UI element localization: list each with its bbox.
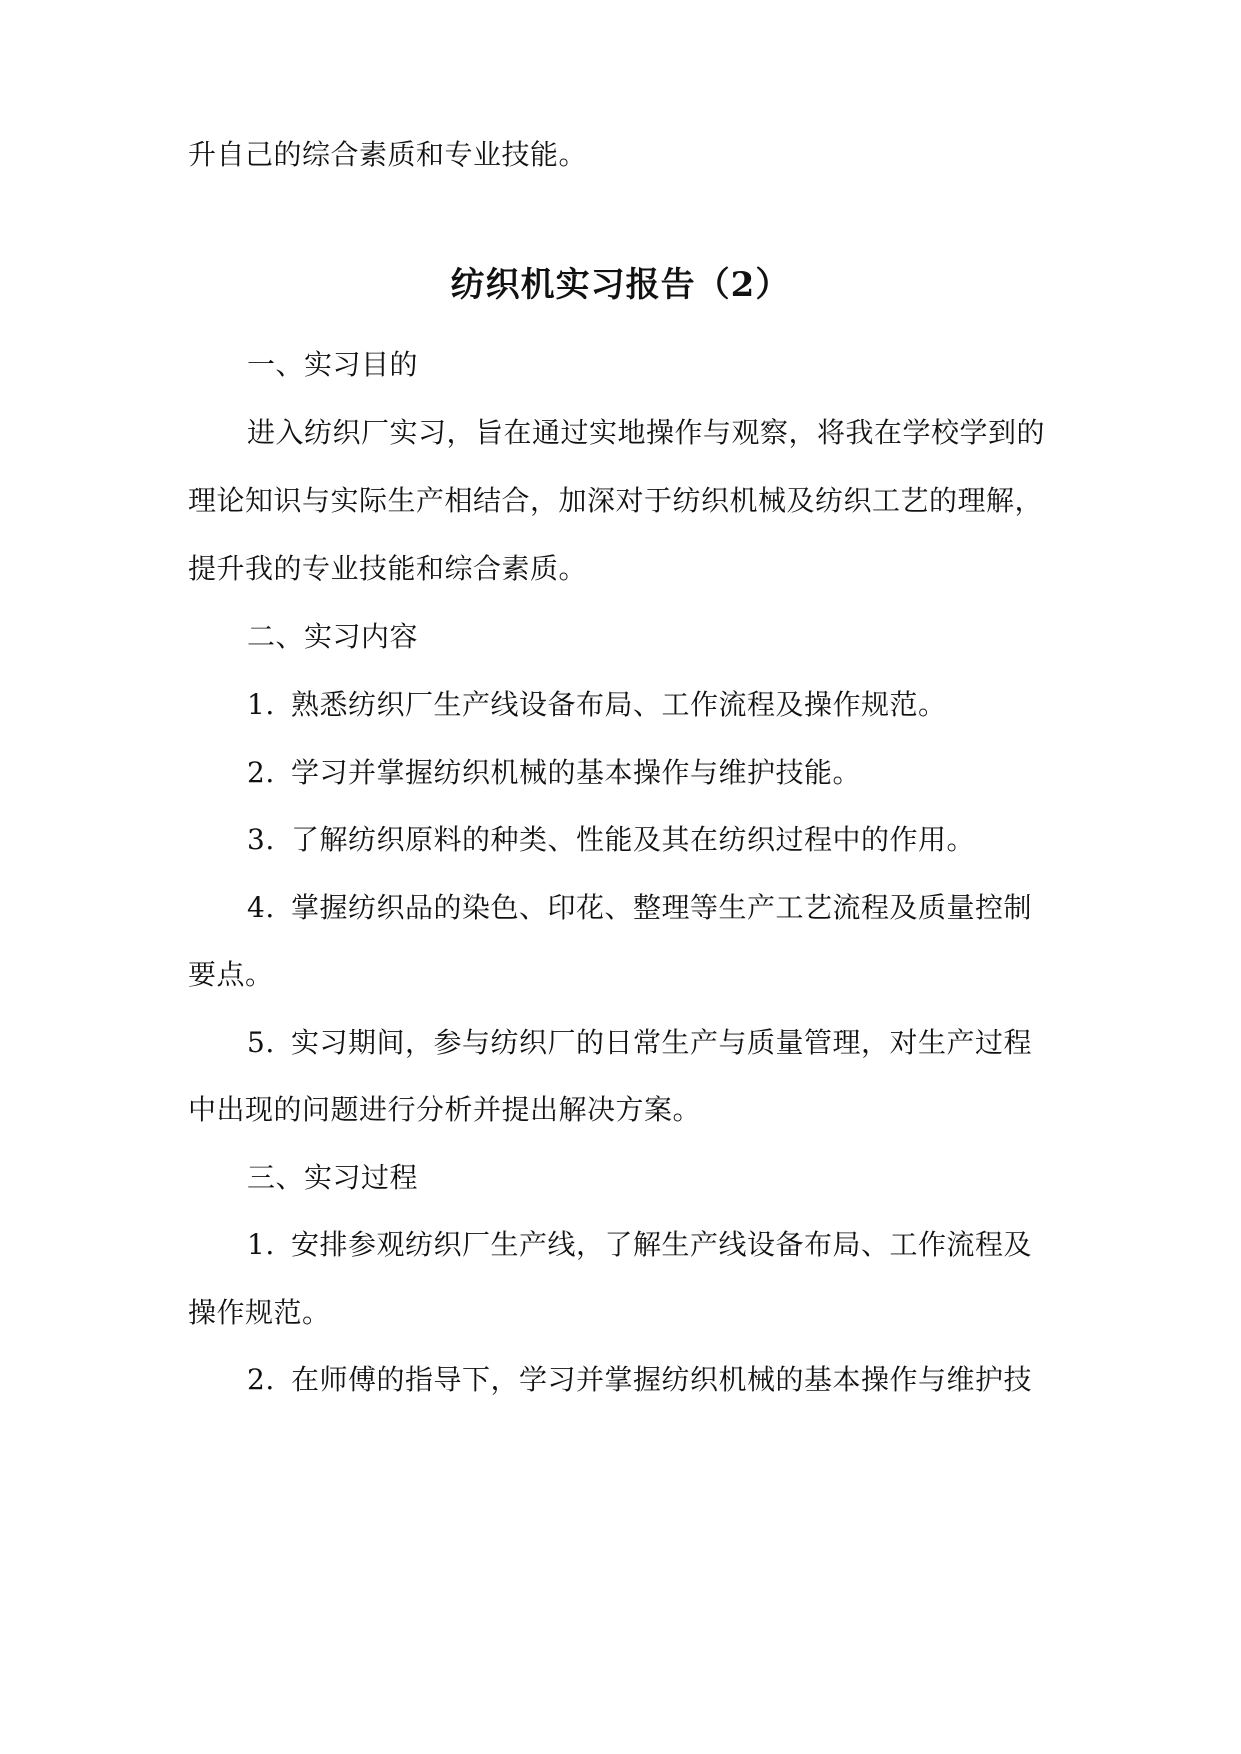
carryover-text-line: 升自己的综合素质和专业技能。 [188,138,588,171]
list-item-text: 在师傅的指导下，学习并掌握纺织机械的基本操作与维护技 [291,1363,1033,1396]
process-list-item [247,1225,1058,1265]
section-heading-process: 三、实习过程 [247,1161,419,1194]
list-item-number: 4. [247,891,275,924]
purpose-paragraph-line: 提升我的专业技能和综合素质。 [188,552,588,585]
list-item-text: 了解纺织原料的种类、性能及其在纺织过程中的作用。 [291,823,976,856]
list-item-continuation: 要点。 [188,958,274,991]
list-item-continuation: 中出现的问题进行分析并提出解决方案。 [188,1093,702,1126]
content-list-item [247,820,1058,860]
content-list-item [247,753,1058,793]
list-item-text: 学习并掌握纺织机械的基本操作与维护技能。 [291,756,862,789]
section-heading-content: 二、实习内容 [247,620,419,653]
purpose-paragraph-line: 理论知识与实际生产相结合，加深对于纺织机械及纺织工艺的理解， [188,484,1044,517]
content-list-item [247,888,1058,928]
purpose-paragraph-line: 进入纺织厂实习，旨在通过实地操作与观察，将我在学校学到的 [247,416,1046,449]
list-item-text: 熟悉纺织厂生产线设备布局、工作流程及操作规范。 [291,688,947,721]
section-heading-purpose: 一、实习目的 [247,348,419,381]
list-item-text: 安排参观纺织厂生产线，了解生产线设备布局、工作流程及 [291,1228,1033,1261]
list-item-number: 2. [247,756,275,789]
list-item-number: 3. [247,823,275,856]
content-list-item [247,1023,1058,1063]
list-item-number: 2. [247,1363,275,1396]
list-item-text: 掌握纺织品的染色、印花、整理等生产工艺流程及质量控制 [291,891,1033,924]
list-item-number: 1. [247,688,275,721]
list-item-continuation: 操作规范。 [188,1296,331,1329]
list-item-number: 5. [247,1026,275,1059]
document-title: 纺织机实习报告（2） [450,265,791,305]
list-item-number: 1. [247,1228,275,1261]
process-list-item [247,1360,1058,1400]
list-item-text: 实习期间，参与纺织厂的日常生产与质量管理，对生产过程 [291,1026,1033,1059]
content-list-item [247,685,1058,725]
